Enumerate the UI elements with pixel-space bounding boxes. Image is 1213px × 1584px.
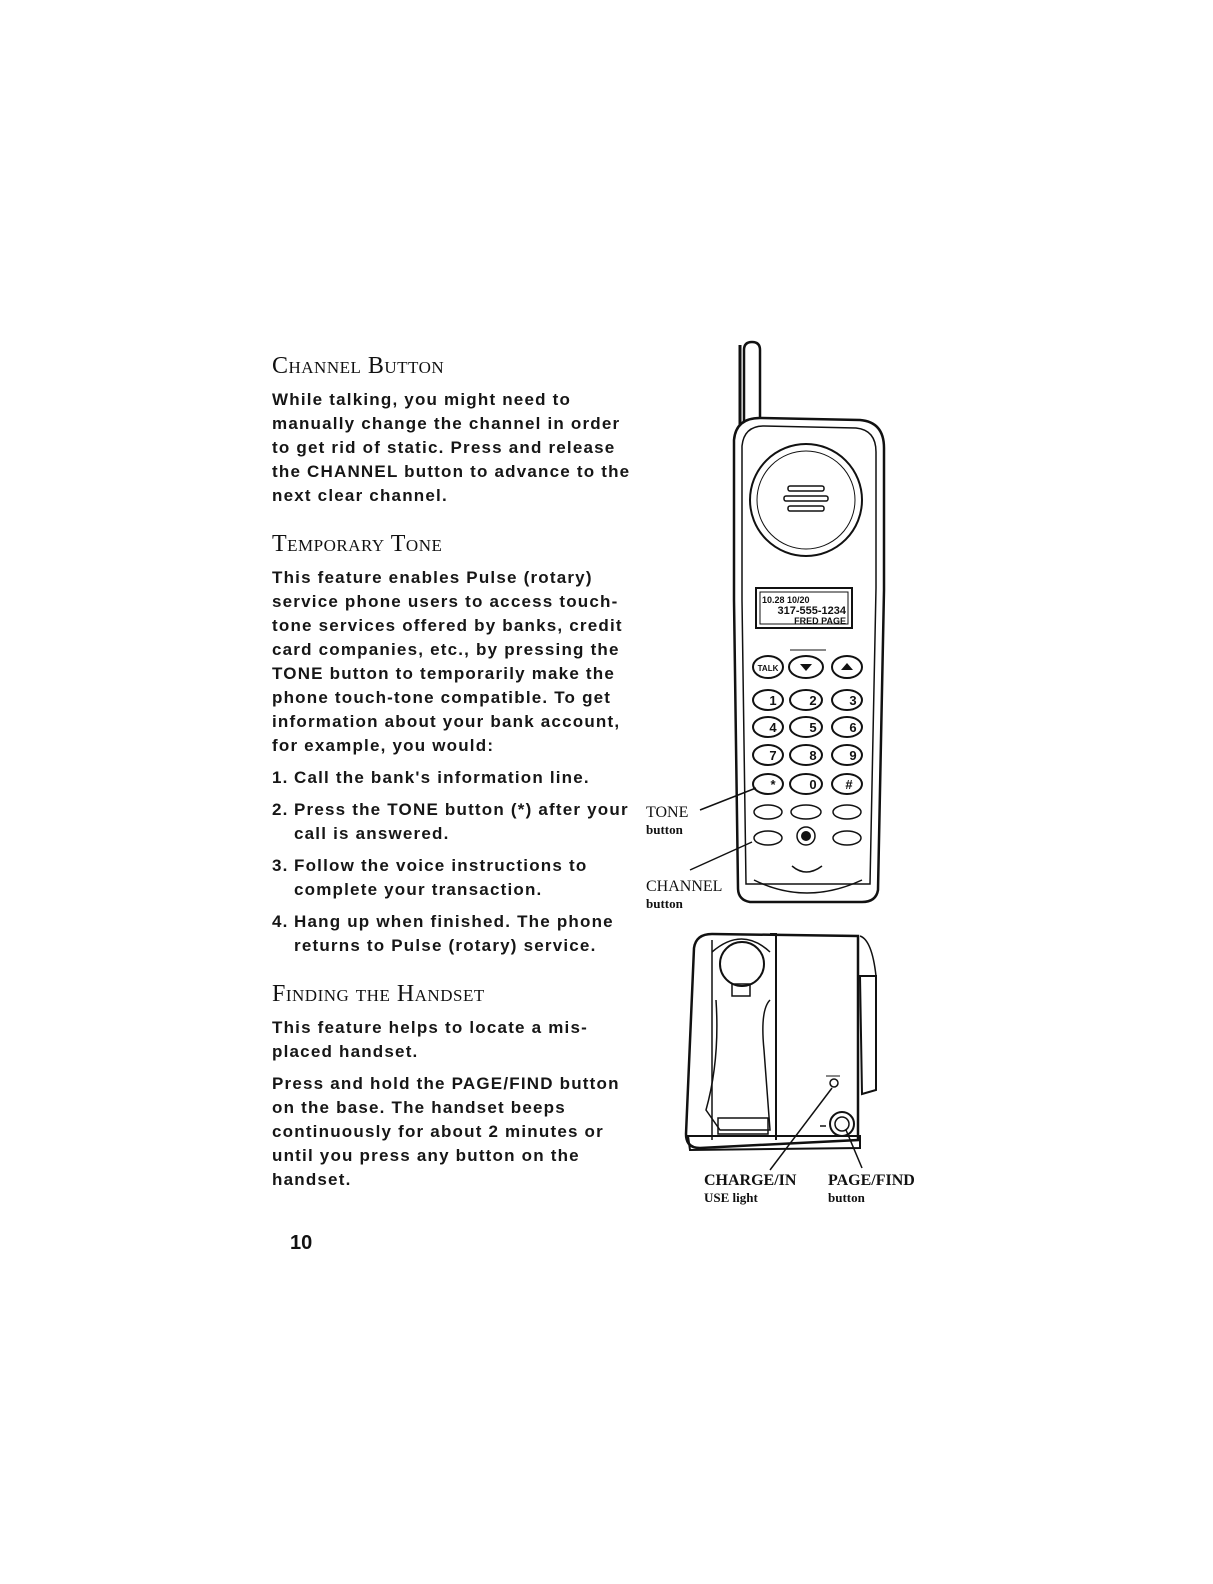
channel-label: CHANNEL — [646, 878, 723, 895]
step-number: 2. — [272, 800, 289, 819]
step-number: 3. — [272, 856, 289, 875]
key-9-label: 9 — [849, 748, 857, 763]
charge-label: CHARGE/IN — [704, 1172, 797, 1189]
charge-light-callout — [704, 1172, 796, 1206]
key-1-label: 1 — [769, 693, 777, 708]
key-7-label: 7 — [769, 748, 777, 763]
section-paragraph: Press and hold the PAGE/FIND button on the base. The handset beeps continuously for about 2 minutes or until you press any button on the handset. — [272, 1074, 620, 1189]
handset-illustration — [690, 342, 884, 902]
section-paragraph: This feature enables Pulse (rotary) service phone users to access touch-tone services offered by banks, credit card companies, etc., by pressing the TONE button to temporarily make the phone touch-tone compatible. To get information about your bank account, for example, you would: — [272, 568, 623, 755]
channel-button-callout — [646, 878, 722, 912]
section-channel-button — [272, 352, 632, 508]
key-5-label: 5 — [809, 720, 817, 735]
tone-sub-label: button — [646, 822, 683, 837]
step-number: 4. — [272, 912, 289, 931]
section-title: Channel Button — [272, 353, 445, 379]
key-8-label: 8 — [809, 748, 817, 763]
page-number: 10 — [290, 1232, 313, 1254]
key-2-label: 2 — [809, 693, 817, 708]
page-find-sub-label: button — [828, 1190, 865, 1205]
section-finding-handset — [272, 980, 632, 1192]
page-find-callout — [828, 1172, 915, 1206]
steps-list — [272, 766, 632, 958]
charge-sub-label: USE light — [704, 1190, 758, 1205]
list-item — [272, 854, 632, 902]
key-6-label: 6 — [849, 720, 857, 735]
text-column — [272, 352, 632, 1214]
key-talk-label: TALK — [757, 664, 779, 673]
step-text: Call the bank's information line. — [294, 768, 590, 787]
key-hash-label: # — [845, 777, 853, 792]
step-number: 1. — [272, 768, 289, 787]
channel-sub-label: button — [646, 896, 683, 911]
key-4-label: 4 — [769, 720, 777, 735]
display-line-3: FRED PAGE — [794, 616, 846, 626]
step-text: Follow the voice instructions to complete your transaction. — [294, 856, 588, 899]
section-title: Temporary Tone — [272, 531, 443, 557]
section-paragraph: This feature helps to locate a mis-placed handset. — [272, 1018, 588, 1061]
key-3-label: 3 — [849, 693, 857, 708]
base-illustration — [686, 934, 876, 1170]
display-line-2: 317-555-1234 — [777, 605, 846, 617]
step-text: Press the TONE button (*) after your call is answered. — [294, 800, 629, 843]
key-star-label: * — [770, 777, 776, 792]
section-title: Finding the Handset — [272, 981, 485, 1007]
key-0-label: 0 — [809, 777, 817, 792]
display-line-1: 10.28 10/20 — [762, 595, 810, 605]
list-item — [272, 910, 632, 958]
step-text: Hang up when finished. The phone returns to Pulse (rotary) service. — [294, 912, 614, 955]
tone-label: TONE — [646, 804, 689, 821]
section-paragraph: While talking, you might need to manually change the channel in order to get rid of static. Press and release the CHANNEL button to advance to the next clear channel. — [272, 390, 631, 505]
page-find-label: PAGE/FIND — [828, 1172, 915, 1189]
tone-button-callout — [646, 804, 688, 838]
list-item — [272, 798, 632, 846]
section-temporary-tone — [272, 530, 632, 958]
list-item — [272, 766, 632, 790]
